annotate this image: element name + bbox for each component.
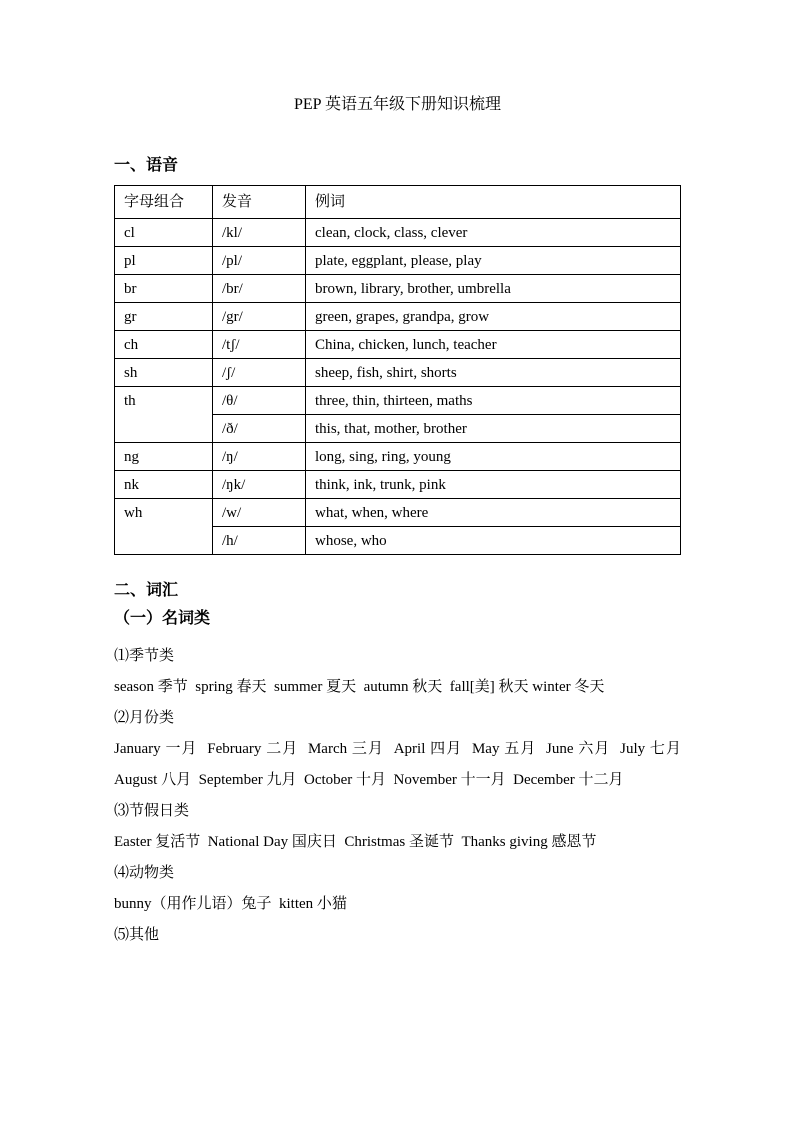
cell-sound: /gr/	[213, 303, 306, 331]
cell-examples: what, when, where	[306, 499, 681, 527]
header-cell-examples: 例词	[306, 186, 681, 219]
cell-examples: plate, eggplant, please, play	[306, 247, 681, 275]
vocab-group-months	[114, 703, 689, 796]
cell-letters: ch	[115, 331, 213, 359]
cell-examples: three, thin, thirteen, maths	[306, 387, 681, 415]
cell-examples: long, sing, ring, young	[306, 443, 681, 471]
cell-sound: /ŋ/	[213, 443, 306, 471]
cell-examples: China, chicken, lunch, teacher	[306, 331, 681, 359]
cell-sound: /θ/	[213, 387, 306, 415]
vocab-group-words: Easter 复活节 National Day 国庆日 Christmas 圣诞节 Thanks giving 感恩节	[114, 834, 597, 850]
cell-examples: whose, who	[306, 527, 681, 555]
cell-letters: br	[115, 275, 213, 303]
cell-sound: /h/	[213, 527, 306, 555]
vocab-content	[114, 641, 689, 951]
table-row	[115, 387, 681, 415]
cell-letters: nk	[115, 471, 213, 499]
cell-examples: sheep, fish, shirt, shorts	[306, 359, 681, 387]
section-heading-phonics: 一、语音	[114, 157, 179, 174]
cell-letters: cl	[115, 219, 213, 247]
cell-sound: /kl/	[213, 219, 306, 247]
table-header-row	[115, 186, 681, 219]
header-cell-sound: 发音	[213, 186, 306, 219]
cell-examples: think, ink, trunk, pink	[306, 471, 681, 499]
subsection-heading-nouns: （一）名词类	[114, 610, 211, 627]
cell-sound: /ð/	[213, 415, 306, 443]
table-row	[115, 331, 681, 359]
cell-examples: brown, library, brother, umbrella	[306, 275, 681, 303]
table-row	[115, 499, 681, 527]
table-row	[115, 359, 681, 387]
cell-sound: /tʃ/	[213, 331, 306, 359]
table-row	[115, 275, 681, 303]
cell-letters: ng	[115, 443, 213, 471]
cell-letters: pl	[115, 247, 213, 275]
vocab-group-words: season 季节 spring 春天 summer 夏天 autumn 秋天 fall[美] 秋天 winter 冬天	[114, 679, 605, 695]
cell-examples: clean, clock, class, clever	[306, 219, 681, 247]
phonics-table	[114, 185, 681, 555]
cell-examples: this, that, mother, brother	[306, 415, 681, 443]
table-row	[115, 471, 681, 499]
cell-sound: /ŋk/	[213, 471, 306, 499]
table-row	[115, 303, 681, 331]
table-row	[115, 219, 681, 247]
cell-letters: wh	[115, 499, 213, 555]
vocab-group-animals	[114, 858, 681, 920]
cell-sound: /ʃ/	[213, 359, 306, 387]
vocab-group-label: ⑷动物类	[114, 865, 175, 881]
vocab-group-label: ⑵月份类	[114, 710, 175, 726]
cell-examples: green, grapes, grandpa, grow	[306, 303, 681, 331]
cell-sound: /br/	[213, 275, 306, 303]
section-heading-vocabulary: 二、词汇	[114, 582, 179, 599]
vocab-group-others	[114, 920, 681, 951]
vocab-group-words: bunny（用作儿语）兔子 kitten 小猫	[114, 896, 347, 912]
table-row	[115, 247, 681, 275]
header-cell-letters: 字母组合	[115, 186, 213, 219]
cell-sound: /w/	[213, 499, 306, 527]
vocab-group-words: January 一月 February 二月 March 三月 April 四月 May 五月 June 六月 July 七月 August 八月 September 九月 October 十月 November 十一月 December 十二月	[114, 741, 689, 788]
cell-letters: sh	[115, 359, 213, 387]
table-row	[115, 443, 681, 471]
vocab-group-label: ⑸其他	[114, 927, 160, 943]
vocab-group-label: ⑴季节类	[114, 648, 175, 664]
doc-title: PEP 英语五年级下册知识梳理	[294, 96, 501, 113]
cell-sound: /pl/	[213, 247, 306, 275]
vocab-group-holidays	[114, 796, 681, 858]
vocab-group-label: ⑶节假日类	[114, 803, 190, 819]
cell-letters: th	[115, 387, 213, 443]
vocab-group-seasons	[114, 641, 681, 703]
cell-letters: gr	[115, 303, 213, 331]
